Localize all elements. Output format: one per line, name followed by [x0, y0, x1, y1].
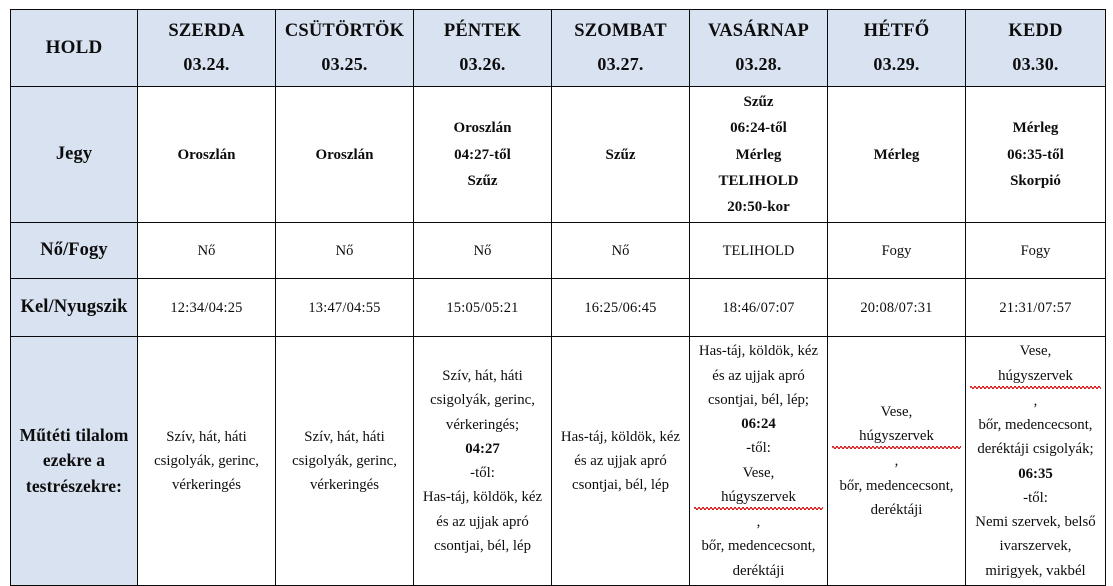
day-header-cell: [552, 10, 690, 87]
table-header-row: [11, 10, 1106, 87]
cell-lines: [832, 241, 961, 261]
day-date: 03.27.: [597, 53, 644, 74]
cell-lines: [970, 241, 1101, 261]
cell-line: 20:50-kor: [727, 199, 790, 215]
cell-line: [556, 425, 685, 449]
cell-text: Szív, hát, háti: [442, 368, 523, 385]
cell-line: [970, 462, 1101, 511]
day-date: 03.30.: [1012, 53, 1059, 74]
cell-line: [694, 388, 823, 412]
day-header-cell: [414, 10, 552, 87]
cell-line: Fogy: [1020, 242, 1051, 259]
cell-line: [694, 339, 823, 363]
cell-lines: [832, 142, 961, 168]
cell-line: 13:47/04:55: [308, 299, 381, 316]
data-cell: [828, 223, 966, 279]
cell-lines: [280, 298, 409, 318]
cell-text: Has-táj, köldök, kéz: [698, 343, 819, 360]
day-name: PÉNTEK: [443, 21, 522, 42]
data-cell: [690, 279, 828, 337]
data-cell: [276, 87, 414, 223]
cell-line: [418, 388, 547, 412]
cell-text: ivarszervek,: [999, 538, 1072, 555]
cell-text: deréktáji: [732, 562, 785, 579]
cell-lines: [556, 298, 685, 318]
cell-lines: [694, 241, 823, 261]
time-marker: 06:35: [1018, 465, 1053, 482]
data-cell: [276, 223, 414, 279]
cell-text: -től:: [746, 440, 771, 457]
table-row: [11, 87, 1106, 223]
cell-line: Oroszlán: [177, 146, 236, 163]
cell-line: 16:25/06:45: [584, 299, 657, 316]
data-cell: [276, 279, 414, 337]
cell-lines: [556, 241, 685, 261]
day-name: KEDD: [1008, 21, 1063, 42]
cell-lines: [832, 298, 961, 318]
cell-line: Nő: [335, 242, 354, 259]
day-header-cell: [966, 10, 1106, 87]
data-cell: [828, 279, 966, 337]
data-cell: [552, 223, 690, 279]
cell-lines: [418, 241, 547, 261]
cell-line: 12:34/04:25: [170, 299, 243, 316]
cell-text: csontjai, bél, lép: [434, 537, 531, 554]
cell-lines: [418, 115, 547, 194]
cell-lines: [694, 89, 823, 220]
cell-line: [556, 449, 685, 473]
cell-line: TELIHOLD: [722, 242, 795, 259]
cell-line: [280, 425, 409, 449]
data-cell: [966, 337, 1106, 586]
cell-line: [142, 449, 271, 473]
cell-line: Szűz: [467, 172, 498, 189]
cell-line: 06:24-től: [730, 120, 787, 137]
spellcheck-word: húgyszervek: [970, 364, 1101, 389]
cell-text: Vese,: [1019, 343, 1052, 360]
cell-line: [832, 498, 961, 522]
table-row: [11, 337, 1106, 586]
cell-text: Nemi szervek, belső: [975, 514, 1096, 531]
cell-line: [832, 400, 961, 474]
cell-line: [418, 485, 547, 509]
cell-line: [970, 437, 1101, 461]
cell-lines: [694, 339, 823, 583]
cell-text: Has-táj, köldök, kéz: [422, 489, 543, 506]
day-header-cell: [828, 10, 966, 87]
cell-lines: [142, 142, 271, 168]
table-row: [11, 279, 1106, 337]
cell-text: mirigyek, vakbél: [985, 562, 1086, 579]
data-cell: [138, 223, 276, 279]
row-label-line: Műtéti tilalom: [19, 425, 129, 446]
day-date: 03.29.: [873, 53, 920, 74]
cell-text: vérkeringés: [171, 477, 242, 494]
cell-text: vérkeringés;: [445, 416, 520, 433]
cell-lines: [142, 241, 271, 261]
day-name: HÉTFŐ: [863, 21, 930, 42]
data-cell: [414, 87, 552, 223]
data-cell: [414, 223, 552, 279]
cell-line: [832, 474, 961, 498]
moon-calendar-table: [10, 9, 1106, 586]
header-corner-label: HOLD: [11, 10, 138, 87]
cell-text: és az ujjak apró: [574, 452, 667, 469]
data-cell: [552, 337, 690, 586]
cell-text: csigolyák, gerinc,: [292, 452, 397, 469]
cell-lines: [280, 241, 409, 261]
data-cell: [414, 337, 552, 586]
data-cell: [414, 279, 552, 337]
cell-line: [694, 412, 823, 461]
day-date: 03.26.: [459, 53, 506, 74]
cell-line: Skorpió: [1010, 172, 1061, 189]
cell-text: bőr, medencecsont,: [701, 538, 816, 555]
cell-text: deréktáji csigolyák;: [977, 441, 1094, 458]
cell-text: Has-táj, köldök, kéz: [560, 428, 681, 445]
cell-text: csigolyák, gerinc,: [154, 452, 259, 469]
cell-lines: [970, 298, 1101, 318]
cell-line: 06:35-től: [1007, 146, 1064, 163]
cell-line: [694, 461, 823, 535]
cell-text: csontjai, bél, lép: [572, 477, 669, 494]
cell-line: Mérleg: [1012, 120, 1059, 137]
row-label: [11, 337, 138, 586]
cell-line: Oroszlán: [315, 146, 374, 163]
time-marker: 06:24: [741, 416, 776, 433]
data-cell: [138, 87, 276, 223]
data-cell: [966, 279, 1106, 337]
cell-line: [418, 437, 547, 486]
day-name: CSÜTÖRTÖK: [284, 21, 405, 42]
time-marker: 04:27: [465, 440, 500, 457]
cell-lines: [970, 339, 1101, 583]
cell-line: [970, 413, 1101, 437]
cell-line: Mérleg: [735, 146, 782, 163]
cell-line: [694, 364, 823, 388]
cell-line: Nő: [611, 242, 630, 259]
data-cell: [276, 337, 414, 586]
data-cell: [552, 87, 690, 223]
cell-lines: [142, 298, 271, 318]
day-header-cell: [138, 10, 276, 87]
day-date: 03.25.: [321, 53, 368, 74]
cell-line: Nő: [473, 242, 492, 259]
cell-line: [142, 425, 271, 449]
day-date: 03.24.: [183, 53, 230, 74]
data-cell: [966, 223, 1106, 279]
data-cell: [828, 337, 966, 586]
cell-line: 18:46/07:07: [722, 299, 795, 316]
cell-text: ,: [1033, 392, 1038, 409]
cell-line: Mérleg: [873, 146, 920, 163]
row-label: Kel/Nyugszik: [11, 279, 138, 337]
row-label-lines: [15, 423, 133, 499]
cell-text: bőr, medencecsont,: [839, 477, 954, 494]
cell-text: és az ujjak apró: [712, 367, 805, 384]
day-name: SZERDA: [168, 21, 245, 42]
cell-line: Oroszlán: [453, 120, 512, 137]
cell-line: [970, 534, 1101, 558]
cell-line: [694, 534, 823, 558]
cell-text: Szív, hát, háti: [166, 428, 247, 445]
row-label: Jegy: [11, 87, 138, 223]
cell-text: deréktáji: [870, 501, 923, 518]
data-cell: [966, 87, 1106, 223]
cell-line: Szűz: [605, 146, 636, 163]
cell-line: [694, 559, 823, 583]
table-row: [11, 223, 1106, 279]
cell-lines: [694, 298, 823, 318]
data-cell: [690, 223, 828, 279]
cell-text: csontjai, bél, lép;: [707, 391, 810, 408]
cell-text: ,: [894, 453, 899, 470]
cell-text: vérkeringés: [309, 477, 380, 494]
cell-lines: [142, 425, 271, 498]
cell-line: 15:05/05:21: [446, 299, 519, 316]
cell-text: Vese,: [880, 403, 913, 420]
cell-line: 04:27-től: [454, 146, 511, 163]
row-label: Nő/Fogy: [11, 223, 138, 279]
data-cell: [138, 279, 276, 337]
day-header-cell: [276, 10, 414, 87]
cell-text: -től:: [470, 465, 495, 482]
cell-text: Vese,: [742, 464, 775, 481]
cell-line: [970, 510, 1101, 534]
data-cell: [690, 87, 828, 223]
cell-line: [970, 339, 1101, 413]
cell-text: bőr, medencecsont,: [978, 417, 1093, 434]
spellcheck-word: húgyszervek: [832, 424, 961, 449]
data-cell: [828, 87, 966, 223]
day-date: 03.28.: [735, 53, 782, 74]
cell-line: 21:31/07:57: [999, 299, 1072, 316]
spellcheck-word: húgyszervek: [694, 485, 823, 510]
cell-lines: [556, 425, 685, 498]
cell-text: -től:: [1023, 489, 1048, 506]
data-cell: [690, 337, 828, 586]
cell-line: [418, 413, 547, 437]
day-name: SZOMBAT: [574, 21, 667, 42]
day-header-cell: [690, 10, 828, 87]
cell-text: és az ujjak apró: [436, 513, 529, 530]
cell-line: [418, 510, 547, 534]
cell-line: Fogy: [881, 242, 912, 259]
cell-lines: [970, 115, 1101, 194]
cell-line: [418, 364, 547, 388]
cell-line: [418, 534, 547, 558]
cell-text: ,: [756, 514, 761, 531]
cell-lines: [832, 400, 961, 522]
data-cell: [552, 279, 690, 337]
data-cell: [138, 337, 276, 586]
cell-line: Nő: [197, 242, 216, 259]
cell-lines: [418, 298, 547, 318]
row-label-line: ezekre a: [42, 450, 106, 471]
day-name: VASÁRNAP: [708, 21, 809, 42]
cell-lines: [556, 142, 685, 168]
cell-lines: [280, 425, 409, 498]
row-label-line: testrészekre:: [25, 475, 123, 496]
cell-line: 20:08/07:31: [860, 299, 933, 316]
table-body: [11, 10, 1106, 586]
cell-line: Szűz: [743, 94, 774, 110]
cell-lines: [280, 142, 409, 168]
cell-text: Szív, hát, háti: [304, 428, 385, 445]
cell-line: [280, 449, 409, 473]
cell-text: csigolyák, gerinc,: [430, 392, 535, 409]
cell-lines: [418, 364, 547, 558]
cell-line: [970, 559, 1101, 583]
cell-line: TELIHOLD: [718, 172, 799, 189]
